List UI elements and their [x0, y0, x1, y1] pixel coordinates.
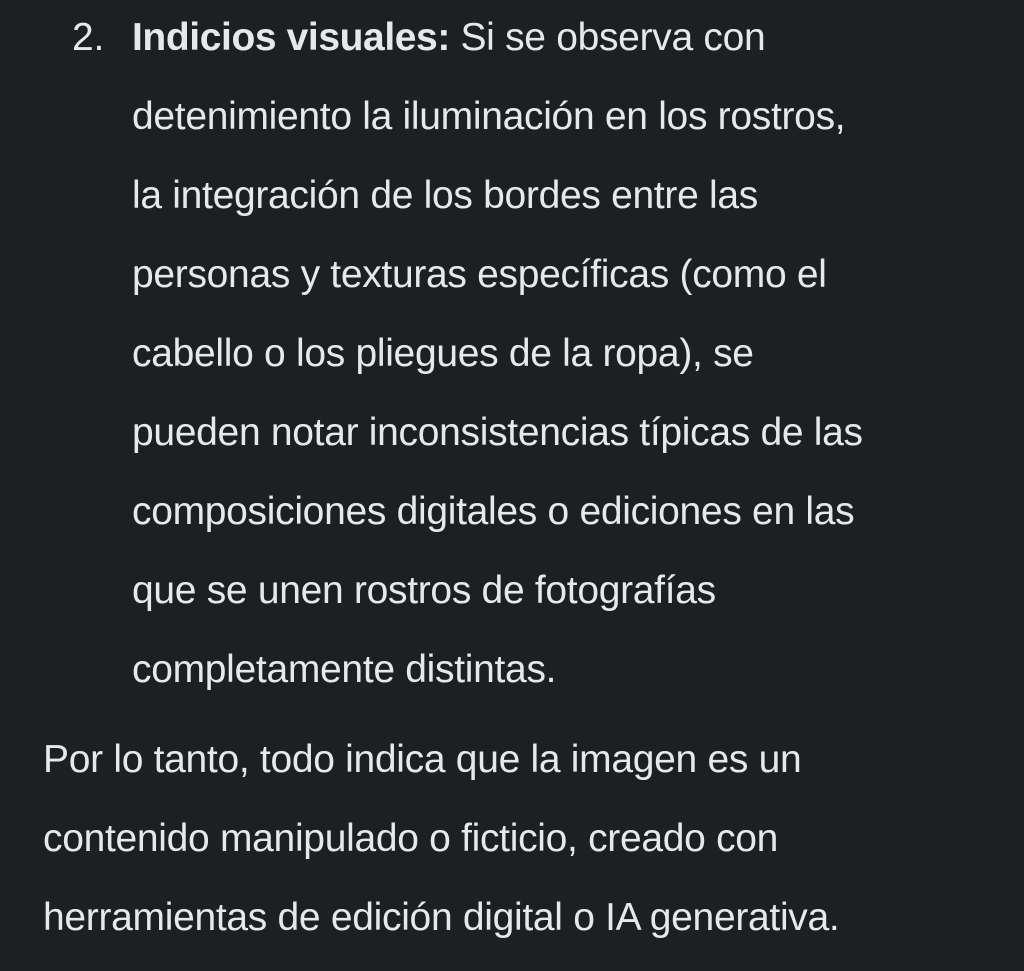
list-term: Indicios visuales: [132, 16, 450, 59]
list-line-9: completamente distintas. [132, 648, 557, 691]
list-item-body [132, 12, 1012, 723]
list-line-7: composiciones digitales o ediciones en las [132, 490, 855, 533]
list-line-2: detenimiento la iluminación en los rostros, [132, 95, 846, 138]
list-line-1-text: Si se observa con [449, 16, 766, 59]
list-number: 2. [72, 16, 105, 59]
list-line-3: la integración de los bordes entre las [132, 174, 758, 217]
conclusion-line-1: Por lo tanto, todo indica que la imagen es un [43, 738, 802, 781]
list-line-4: personas y texturas específicas (como el [132, 253, 827, 296]
conclusion-paragraph [43, 734, 1013, 971]
conclusion-line-2: contenido manipulado o ficticio, creado con [43, 817, 779, 860]
conclusion-line-3: herramientas de edición digital o IA generativa. [43, 896, 840, 939]
list-line-6: pueden notar inconsistencias típicas de las [132, 411, 863, 454]
list-line-5: cabello o los pliegues de la ropa), se [132, 332, 754, 375]
list-line-8: que se unen rostros de fotografías [132, 569, 716, 612]
list-line-1 [132, 12, 1012, 91]
